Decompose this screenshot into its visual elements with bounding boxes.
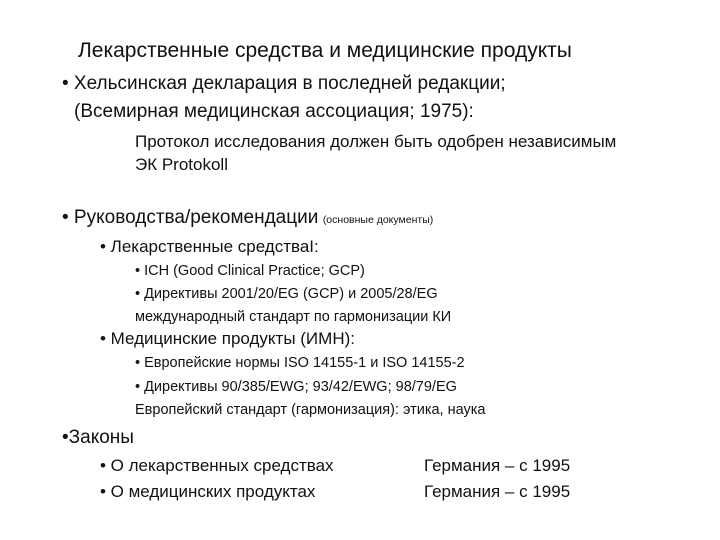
guidelines-heading-text: • Руководства/рекомендации (62, 207, 319, 228)
devices-heading: • Медицинские продукты (ИМН): (100, 329, 355, 348)
helsinki-line-2: (Всемирная медицинская ассоциация; 1975): (74, 101, 474, 122)
drugs-item: международный стандарт по гармонизации КИ (135, 309, 452, 325)
protocol-line-2: ЭК Protokoll (135, 155, 228, 174)
law-country-year: Германия – с 1995 (424, 482, 571, 501)
drugs-heading: • Лекарственные средстваI: (100, 237, 319, 256)
law-country-year: Германия – с 1995 (424, 456, 571, 475)
law-name: • О лекарственных средствах (100, 456, 334, 475)
devices-item: • Директивы 90/385/EWG; 93/42/EWG; 98/79/EG (135, 379, 457, 395)
helsinki-line-1: • Хельсинская декларация в последней редакции; (62, 73, 506, 94)
protocol-line-1: Протокол исследования должен быть одобрен независимым (135, 132, 617, 151)
devices-item: Европейский стандарт (гармонизация): этика, наука (135, 402, 486, 418)
guidelines-heading (62, 208, 433, 227)
page-title: Лекарственные средства и медицинские продукты (78, 39, 572, 62)
laws-heading: •Законы (62, 427, 134, 448)
law-name: • О медицинских продуктах (100, 482, 316, 501)
guidelines-heading-note: (основные документы) (322, 214, 434, 226)
drugs-item: • ICH (Good Clinical Practice; GCP) (135, 263, 365, 279)
drugs-item: • Директивы 2001/20/EG (GCP) и 2005/28/EG (135, 286, 438, 302)
devices-item: • Европейские нормы ISO 14155-1 и ISO 14155-2 (135, 355, 465, 371)
